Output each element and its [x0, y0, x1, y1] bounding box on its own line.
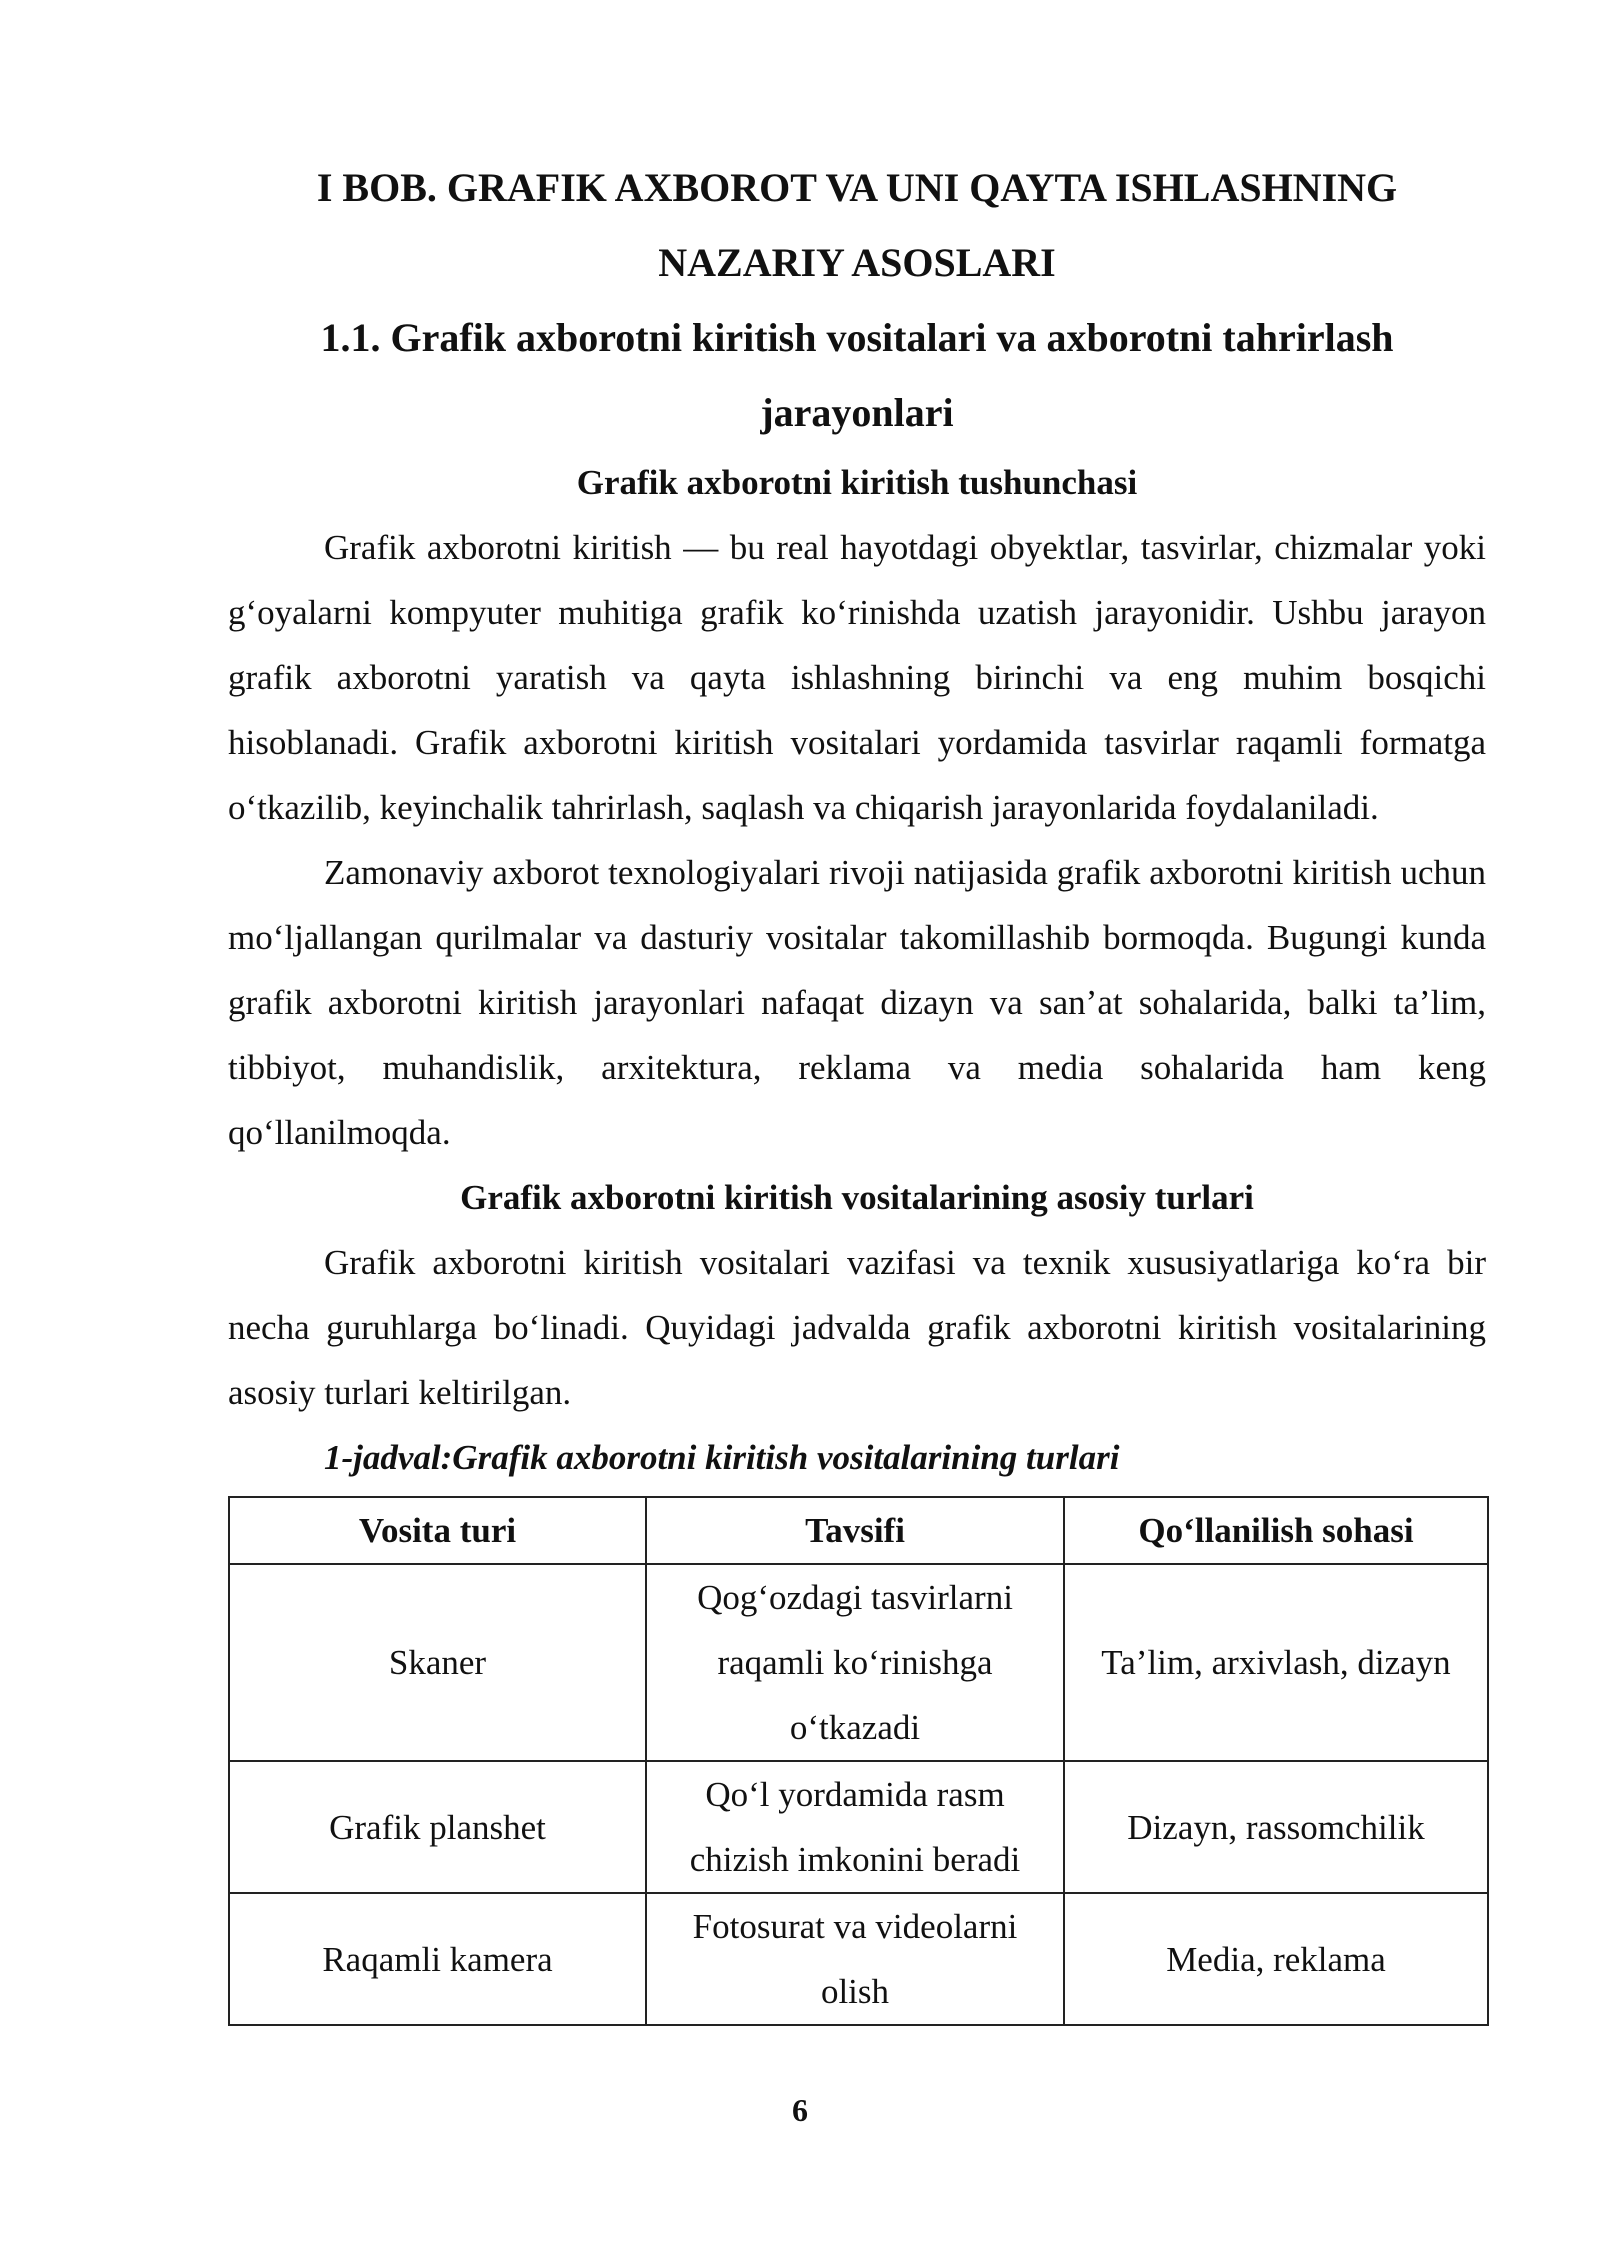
- paragraph: Grafik axborotni kiritish vositalari vazifasi va texnik xususiyatlariga ko‘ra bir necha guruhlarga bo‘linadi. Quyidagi jadvalda grafik axborotni kiritish vositalarining asosiy turlari keltirilgan.: [228, 1243, 1486, 1412]
- paragraph: Zamonaviy axborot texnologiyalari rivoji natijasida grafik axborotni kiritish uchun mo‘ljallangan qurilmalar va dasturiy vositalar takomillashib bormoqda. Bugungi kunda grafik axborotni kiritish jarayonlari nafaqat dizayn va san’at sohalarida, balki ta’lim, tibbiyot, muhandislik, arxitektura, reklama va media sohalarida ham keng qo‘llanilmoqda.: [228, 853, 1486, 1152]
- table-cell: Qo‘l yordamida rasm chizish imkonini beradi: [646, 1761, 1064, 1893]
- table-header-cell: Vosita turi: [229, 1497, 646, 1564]
- page-number: 6: [792, 2092, 808, 2128]
- paragraph: Grafik axborotni kiritish — bu real hayotdagi obyektlar, tasvirlar, chizmalar yoki g‘oyalarni kompyuter muhitiga grafik ko‘rinishda uzatish jarayonidir. Ushbu jarayon grafik axborotni yaratish va qayta ishlashning birinchi va eng muhim bosqichi hisoblanadi. Grafik axborotni kiritish vositalari yordamida tasvirlar raqamli formatga o‘tkazilib, keyinchalik tahrirlash, saqlash va chiqarish jarayonlarida foydalaniladi.: [228, 528, 1486, 827]
- table-row: [229, 1893, 1488, 2025]
- table-header-row: [229, 1497, 1488, 1564]
- section-title: 1.1. Grafik axborotni kiritish vositalari va axborotni tahrirlash jarayonlari: [320, 315, 1394, 435]
- table-cell: Dizayn, rassomchilik: [1064, 1761, 1488, 1893]
- document-page: [228, 150, 1486, 2026]
- table-cell: Ta’lim, arxivlash, dizayn: [1064, 1564, 1488, 1761]
- table-cell: Grafik planshet: [229, 1761, 646, 1893]
- table-cell: Media, reklama: [1064, 1893, 1488, 2025]
- table-cell: Fotosurat va videolarni olish: [646, 1893, 1064, 2025]
- input-devices-table: [228, 1496, 1489, 2026]
- table-cell: Qog‘ozdagi tasvirlarni raqamli ko‘rinishga o‘tkazadi: [646, 1564, 1064, 1761]
- table-header-cell: Qo‘llanilish sohasi: [1064, 1497, 1488, 1564]
- table-caption: 1-jadval:Grafik axborotni kiritish vositalarining turlari: [324, 1438, 1120, 1477]
- table-row: [229, 1564, 1488, 1761]
- subsection-title-concept: Grafik axborotni kiritish tushunchasi: [576, 463, 1138, 502]
- table-cell: Raqamli kamera: [229, 1893, 646, 2025]
- subsection-title-types: Grafik axborotni kiritish vositalarining asosiy turlari: [460, 1178, 1254, 1217]
- table-cell: Skaner: [229, 1564, 646, 1761]
- table-header-cell: Tavsifi: [646, 1497, 1064, 1564]
- table-row: [229, 1761, 1488, 1893]
- chapter-title: I BOB. GRAFIK AXBOROT VA UNI QAYTA ISHLASHNING NAZARIY ASOSLARI: [316, 165, 1398, 285]
